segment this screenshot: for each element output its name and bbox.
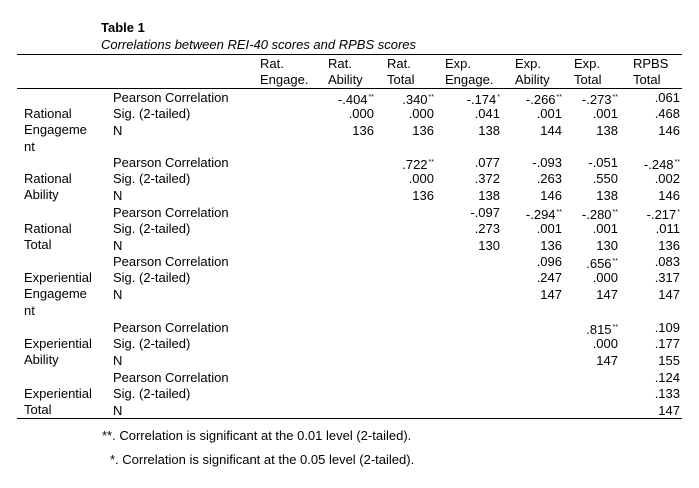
table-cell [349, 106, 374, 122]
table-cell [540, 238, 562, 254]
table-cell [540, 123, 562, 139]
table-cell [352, 123, 374, 139]
column-header-line: Engage. [445, 72, 494, 87]
row-group-label: Total [24, 237, 52, 253]
table-cell [470, 205, 500, 221]
row-group-label: nt [24, 138, 35, 154]
significance-marker: ** [428, 94, 434, 101]
cell-value: .096 [536, 254, 562, 269]
table-cell [412, 123, 434, 139]
table-cell [537, 270, 562, 286]
stat-label: Sig. (2-tailed) [113, 106, 191, 122]
table-cell [475, 155, 500, 171]
table-cell [644, 155, 680, 173]
row-group-label: Rational [24, 171, 72, 186]
table-cell [532, 155, 562, 171]
column-header-line: Rat. [328, 56, 352, 71]
table-cell [402, 90, 434, 108]
cell-value: 147 [658, 286, 680, 302]
table-cell [593, 270, 618, 286]
stat-label: Sig. (2-tailed) [113, 270, 191, 286]
cell-value: .133 [654, 386, 680, 402]
table-cell [596, 238, 618, 254]
column-header [328, 56, 363, 88]
row-group-label: Experiential [24, 336, 92, 351]
table-cell [540, 287, 562, 303]
cell-value: -.266 [525, 92, 556, 107]
significance-marker: * [497, 94, 500, 101]
cell-value: .001 [592, 106, 618, 122]
stat-label: N [113, 402, 123, 418]
table-cell [412, 188, 434, 204]
table-cell [655, 270, 680, 286]
row-group-label: nt [24, 302, 35, 318]
cell-value: .000 [592, 336, 618, 352]
table-cell [475, 106, 500, 122]
table-cell [658, 353, 680, 369]
column-header [633, 56, 668, 88]
stat-label: N [113, 122, 123, 138]
cell-value: -.051 [588, 155, 618, 170]
table-cell [467, 90, 500, 108]
table-cell [656, 221, 680, 237]
table-cell [596, 353, 618, 369]
cell-value: .001 [536, 106, 562, 122]
significance-marker: * [677, 209, 680, 216]
table-cell [526, 90, 562, 108]
row-group-label: Rational [24, 106, 72, 121]
cell-value: .124 [654, 370, 680, 385]
cell-value: 146 [540, 187, 562, 203]
column-header [515, 56, 550, 88]
column-header-line: Rat. [387, 56, 411, 71]
significance-marker: ** [612, 258, 618, 265]
table-cell [478, 238, 500, 254]
table-cell [655, 254, 680, 270]
cell-value: .656 [586, 256, 612, 271]
cell-value: 138 [596, 187, 618, 203]
cell-value: .000 [348, 106, 374, 122]
table-cell [540, 188, 562, 204]
table-cell [537, 221, 562, 237]
table-cell [588, 155, 618, 171]
cell-value: 155 [658, 352, 680, 368]
table-cell [478, 188, 500, 204]
table-cell [658, 238, 680, 254]
cell-value: 147 [596, 286, 618, 302]
table-cell [596, 287, 618, 303]
column-header [387, 56, 414, 88]
cell-value: .000 [408, 171, 434, 187]
cell-value: .001 [536, 221, 562, 237]
table-cell [647, 205, 680, 223]
table-cell [475, 171, 500, 187]
significance-marker: ** [674, 159, 680, 166]
stat-label: N [113, 286, 123, 302]
stat-label: Pearson Correlation [113, 254, 229, 269]
row-group-label: Engageme [24, 286, 87, 302]
column-header-line: Total [387, 72, 415, 87]
column-header-line: Engage. [260, 72, 309, 87]
cell-value: 147 [658, 402, 680, 418]
table-top-rule [17, 54, 682, 55]
column-header-line: Ability [328, 72, 363, 87]
cell-value: 138 [478, 122, 500, 138]
significance-marker: ** [612, 324, 618, 331]
cell-value: .001 [592, 221, 618, 237]
cell-value: .372 [474, 171, 500, 187]
column-header-line: Rat. [260, 56, 284, 71]
cell-value: -.174 [466, 92, 497, 107]
cell-value: -.280 [581, 207, 612, 222]
cell-value: -.217 [646, 207, 677, 222]
cell-value: .011 [655, 221, 680, 237]
cell-value: 147 [596, 352, 618, 368]
column-header-line: Ability [515, 72, 550, 87]
table-cell [537, 171, 562, 187]
cell-value: .061 [654, 90, 680, 105]
stat-label: Pearson Correlation [113, 370, 229, 385]
stat-label: Pearson Correlation [113, 320, 229, 335]
cell-value: 136 [658, 237, 680, 253]
cell-value: 136 [540, 237, 562, 253]
cell-value: 146 [658, 122, 680, 138]
cell-value: -.097 [470, 205, 500, 220]
cell-value: -.093 [532, 155, 562, 170]
cell-value: .000 [408, 106, 434, 122]
stat-label: Sig. (2-tailed) [113, 386, 191, 402]
table-cell [593, 106, 618, 122]
cell-value: 130 [596, 237, 618, 253]
stat-label: Pearson Correlation [113, 90, 229, 105]
table-cell [655, 320, 680, 336]
table-cell [658, 188, 680, 204]
stat-label: Pearson Correlation [113, 205, 229, 220]
table-cell [586, 254, 618, 272]
cell-value: .273 [474, 221, 500, 237]
cell-value: 130 [478, 237, 500, 253]
row-group-label: Engageme [24, 122, 87, 138]
column-header-line: Exp. [515, 56, 542, 71]
table-cell [658, 403, 680, 419]
stat-label: Sig. (2-tailed) [113, 336, 191, 352]
table-cell [658, 123, 680, 139]
column-header-line: Total [574, 72, 602, 87]
cell-value: .000 [592, 270, 618, 286]
cell-value: 136 [412, 187, 434, 203]
column-header [445, 56, 493, 88]
cell-value: 138 [596, 122, 618, 138]
stat-label: Sig. (2-tailed) [113, 221, 191, 237]
table-cell [655, 336, 680, 352]
table-cell [593, 221, 618, 237]
table-cell [478, 123, 500, 139]
table-cell [338, 90, 374, 108]
table-cell [596, 188, 618, 204]
table-cell [475, 221, 500, 237]
significance-marker: ** [556, 94, 562, 101]
table-cell [586, 320, 618, 338]
cell-value: .340 [402, 92, 428, 107]
cell-value: .041 [474, 106, 500, 122]
column-header [574, 56, 601, 88]
cell-value: .317 [654, 270, 680, 286]
row-group-label: Ability [24, 352, 59, 368]
cell-value: .550 [592, 171, 618, 187]
table-cell [593, 171, 618, 187]
cell-value: .002 [654, 171, 680, 187]
table-cell [596, 123, 618, 139]
cell-value: -.404 [337, 92, 368, 107]
table-cell [593, 336, 618, 352]
row-group-label: Experiential [24, 386, 92, 401]
table-cell [409, 171, 434, 187]
column-header-line: Total [633, 72, 661, 87]
table-cell [402, 155, 434, 173]
stat-label: Sig. (2-tailed) [113, 171, 191, 187]
significance-marker: ** [428, 159, 434, 166]
table-cell [655, 106, 680, 122]
cell-value: .263 [536, 171, 562, 187]
stat-label: N [113, 237, 123, 253]
cell-value: 147 [540, 286, 562, 302]
row-group-label: Total [24, 402, 52, 418]
cell-value: 146 [658, 187, 680, 203]
footnote-001: **. Correlation is significant at the 0.01 level (2-tailed). [102, 428, 412, 443]
table-subtitle: Correlations between REI-40 scores and RPBS scores [101, 37, 417, 52]
table-cell [526, 205, 562, 223]
table-cell [655, 90, 680, 106]
cell-value: 136 [412, 122, 434, 138]
footnote-005: *. Correlation is significant at the 0.05 level (2-tailed). [110, 452, 415, 467]
header-bottom-rule [17, 88, 682, 89]
table-cell [582, 205, 618, 223]
significance-marker: ** [556, 209, 562, 216]
cell-value: .468 [654, 106, 680, 122]
column-header-line: RPBS [633, 56, 669, 71]
table-cell [537, 254, 562, 270]
cell-value: 138 [478, 187, 500, 203]
cell-value: .815 [586, 322, 612, 337]
stat-label: Pearson Correlation [113, 155, 229, 170]
table-cell [655, 370, 680, 386]
cell-value: 144 [540, 122, 562, 138]
cell-value: .083 [654, 254, 680, 269]
table-cell [582, 90, 618, 108]
table-cell [537, 106, 562, 122]
cell-value: -.294 [525, 207, 556, 222]
cell-value: -.273 [581, 92, 612, 107]
column-header [260, 56, 308, 88]
significance-marker: ** [612, 94, 618, 101]
table-cell [658, 287, 680, 303]
row-group-label: Experiential [24, 270, 92, 285]
cell-value: 136 [352, 122, 374, 138]
cell-value: .177 [654, 336, 680, 352]
row-group-label: Ability [24, 187, 59, 203]
cell-value: .077 [474, 155, 500, 170]
cell-value: -.248 [643, 157, 674, 172]
table-cell [409, 106, 434, 122]
cell-value: .722 [402, 157, 428, 172]
column-header-line: Exp. [574, 56, 601, 71]
table-title: Table 1 [101, 20, 145, 35]
column-header-line: Exp. [445, 56, 472, 71]
row-group-label: Rational [24, 221, 72, 236]
table-cell [655, 386, 680, 402]
stat-label: N [113, 352, 123, 368]
cell-value: .109 [654, 320, 680, 335]
significance-marker: ** [612, 209, 618, 216]
table-cell [655, 171, 680, 187]
cell-value: .247 [536, 270, 562, 286]
stat-label: N [113, 187, 123, 203]
significance-marker: ** [368, 94, 374, 101]
